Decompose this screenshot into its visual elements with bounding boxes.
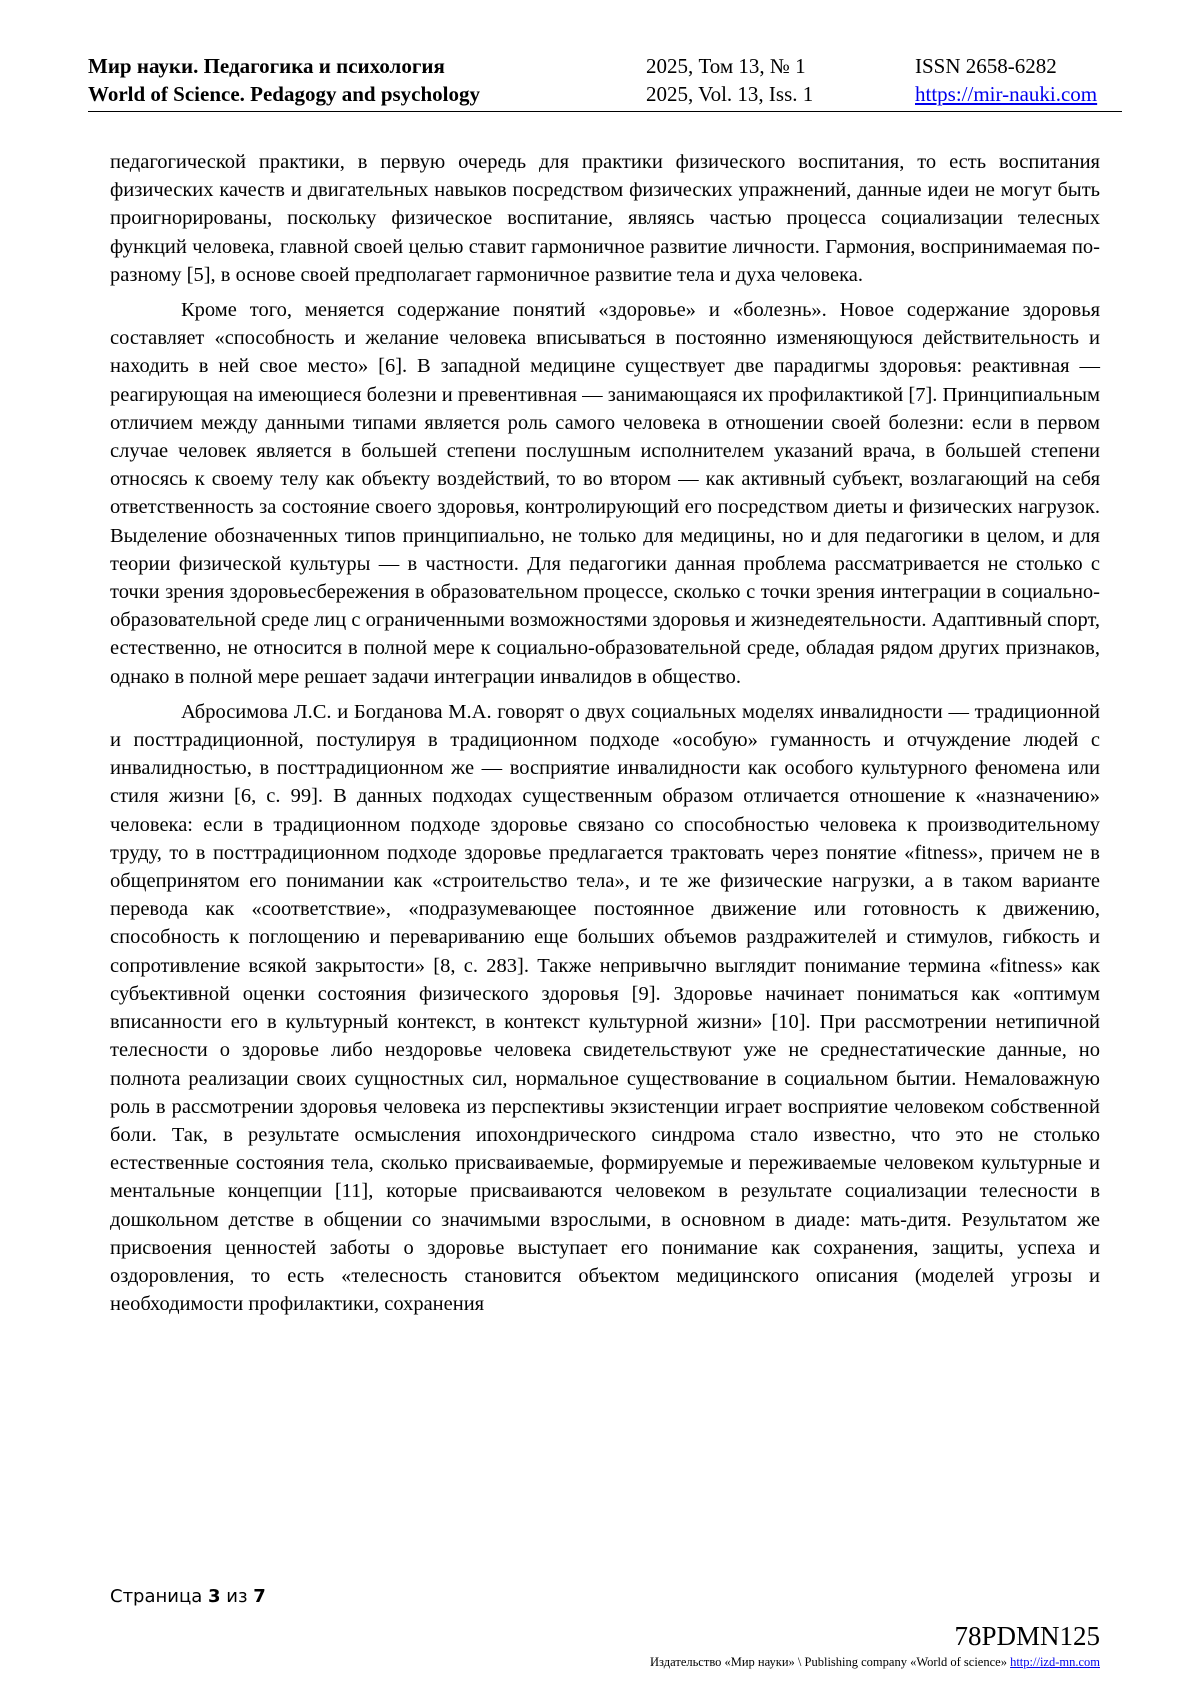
- publisher-line: [650, 1654, 1100, 1670]
- journal-title-en: World of Science. Pedagogy and psychology: [88, 82, 481, 106]
- page-word: Страница: [110, 1586, 203, 1607]
- body-paragraph-3: Абросимова Л.С. и Богданова М.А. говорят о двух социальных моделях инвалидности — традиционной и посттрадиционной, постулируя в традиционном подходе «особую» гуманность и отчуждение людей с инвалидностью, в посттрадиционном же — восприятие инвалидности как особого культурного феномена или стиля жизни [6, с. 99]. В данных подходах существенным образом отличается отношение к «назначению» человека: если в традиционном подходе здоровье связано со способностью человека к производительному труду, то в посттрадиционном подходе здоровье предлагается трактовать через понятие «fitness», причем не в общепринятом его понимании как «строительство тела», и те же физические нагрузки, а в таком варианте перевода как «соответствие», «подразумевающее постоянное движение или готовность к движению, способность к поглощению и перевариванию еще больших объемов раздражителей и стимулов, гибкость и сопротивление всякой закрытости» [8, с. 283]. Также непривычно выглядит понимание термина «fitness» как субъективной оценки состояния физического здоровья [9]. Здоровье начинает пониматься как «оптимум вписанности его в культурный контекст, в контекст культурной жизни» [10]. При рассмотрении нетипичной телесности о здоровье либо нездоровье человека свидетельствуют уже не среднестатические данные, но полнота реализации своих сущностных сил, нормальное существование в социальном бытии. Немаловажную роль в рассмотрении здоровья человека из перспективы экзистенции играет восприятие человеком собственной боли. Так, в результате осмысления ипохондрического синдрома стало известно, что это не столько естественные состояния тела, сколько присваиваемые, формируемые и переживаемые человеком культурные и ментальные концепции [11], которые присваиваются человеком в результате социализации телесности в дошкольном детстве в общении со значимыми взрослыми, в основном в диаде: мать-дитя. Результатом же присвоения ценностей заботы о здоровье выступает его понимание как сохранения, защиты, успеха и оздоровления, то есть «телесность становится объектом медицинского описания (моделей угрозы и необходимости профилактики, сохранения: [110, 700, 1100, 1316]
- volume-en: 2025, Vol. 13, Iss. 1: [646, 82, 814, 106]
- body-paragraph-2: Кроме того, меняется содержание понятий «здоровье» и «болезнь». Новое содержание здоровья составляет «способность и желание человека вписываться в постоянно изменяющуюся действительность и находить в ней свое место» [6]. В западной медицине существует две парадигмы здоровья: реактивная — реагирующая на имеющиеся болезни и превентивная — занимающаяся их профилактикой [7]. Принципиальным отличием между данными типами является роль самого человека в отношении своей болезни: если в первом случае человек является в большей степени послушным исполнителем указаний врача, в большей степени относясь к своему телу как объекту воздействий, то во втором — как активный субъект, возлагающий на себя ответственность за состояние своего здоровья, контролирующий его посредством диеты и физических нагрузок. Выделение обозначенных типов принципиально, не только для медицины, но и для педагогики в целом, и для теории физической культуры — в частности. Для педагогики данная проблема рассматривается не столько с точки зрения здоровьесбережения в образовательном процессе, сколько с точки зрения интеграции в социально-образовательной среде лиц с ограниченными возможностями здоровья и жизнедеятельности. Адаптивный спорт, естественно, не относится в полной мере к социально-образовательной среде, обладая рядом других признаков, однако в полной мере решает задачи интеграции инвалидов в общество.: [110, 299, 1100, 688]
- issn: ISSN 2658-6282: [915, 54, 1057, 78]
- article-body: [110, 148, 1100, 1325]
- publisher-link[interactable]: http://izd-mn.com: [1010, 1655, 1100, 1669]
- page-number: [110, 1586, 266, 1608]
- volume-block: [646, 52, 813, 108]
- page-current: 3: [208, 1586, 221, 1607]
- journal-title-block: [88, 52, 480, 108]
- page-of: из: [226, 1586, 248, 1607]
- journal-title-ru: Мир науки. Педагогика и психология: [88, 54, 445, 78]
- page-header: [88, 52, 1122, 114]
- issn-block: [915, 52, 1097, 108]
- page-total: 7: [253, 1586, 266, 1607]
- body-paragraph-1: педагогической практики, в первую очередь для практики физического воспитания, то есть воспитания физических качеств и двигательных навыков посредством физических упражнений, данные идеи не могут быть проигнорированы, поскольку физическое воспитание, являясь частью процесса социализации телесных функций человека, главной своей целью ставит гармоничное развитие личности. Гармония, воспринимаемая по-разному [5], в основе своей предполагает гармоничное развитие тела и духа человека.: [110, 151, 1100, 286]
- volume-ru: 2025, Том 13, № 1: [646, 54, 806, 78]
- article-code: 78PDMN125: [954, 1621, 1100, 1651]
- journal-site-link[interactable]: https://mir-nauki.com: [915, 82, 1098, 106]
- header-divider: [88, 111, 1122, 112]
- publisher-text: Издательство «Мир науки» \ Publishing company «World of science»: [650, 1655, 1007, 1669]
